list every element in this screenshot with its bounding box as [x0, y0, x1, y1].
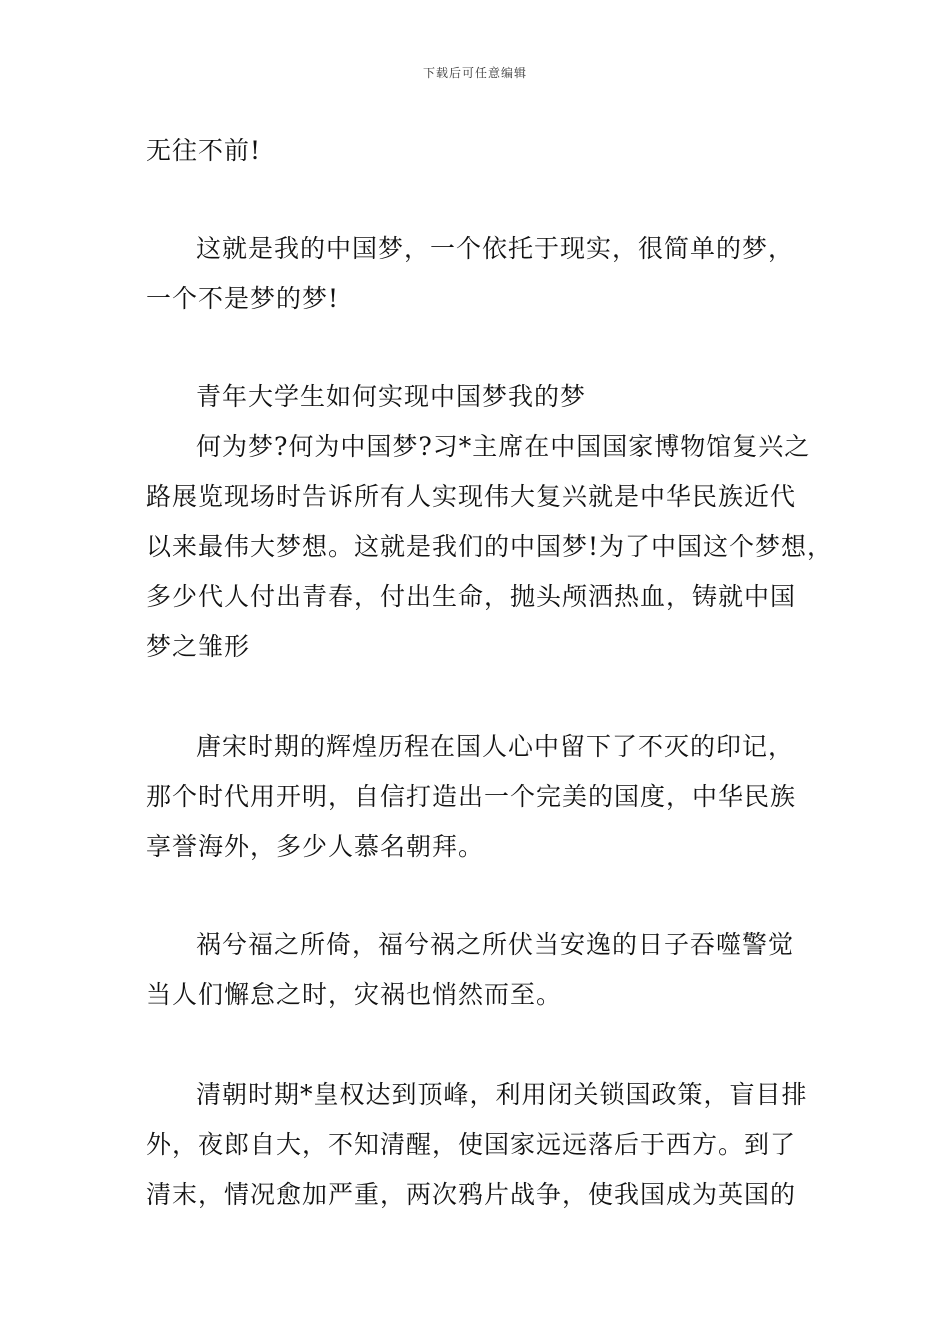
text-line: 当人们懈怠之时，灾祸也悄然而至。	[146, 980, 563, 1009]
text-line: 这就是我的中国梦，一个依托于现实，很简单的梦，	[196, 234, 795, 263]
text-line: 唐宋时期的辉煌历程在国人心中留下了不灭的印记，	[196, 732, 795, 761]
text-line: 清末，情况愈加严重，两次鸦片战争，使我国成为英国的	[146, 1180, 797, 1209]
text-line: 祸兮福之所倚，福兮祸之所伏当安逸的日子吞噬警觉	[196, 930, 795, 959]
text-line: 何为梦?何为中国梦?习*主席在中国国家博物馆复兴之	[196, 432, 811, 461]
text-line: 路展览现场时告诉所有人实现伟大复兴就是中华民族近代	[146, 482, 797, 511]
text-line: 多少代人付出青春，付出生命，抛头颅洒热血，铸就中国	[146, 582, 797, 611]
page-header: 下载后可任意编辑	[422, 66, 527, 80]
text-line: 以来最伟大梦想。这就是我们的中国梦!为了中国这个梦想，	[146, 532, 834, 561]
text-line: 清朝时期*皇权达到顶峰，利用闭关锁国政策，盲目排	[196, 1080, 808, 1109]
text-line: 享誉海外，多少人慕名朝拜。	[146, 832, 485, 861]
text-line: 那个时代用开明，自信打造出一个完美的国度，中华民族	[146, 782, 797, 811]
text-line: 一个不是梦的梦!	[146, 284, 340, 313]
text-line: 外，夜郎自大，不知清醒，使国家远远落后于西方。到了	[146, 1130, 797, 1159]
text-line: 无往不前!	[146, 136, 262, 165]
text-line: 梦之雏形	[146, 632, 251, 661]
section-title: 青年大学生如何实现中国梦我的梦	[196, 382, 587, 411]
